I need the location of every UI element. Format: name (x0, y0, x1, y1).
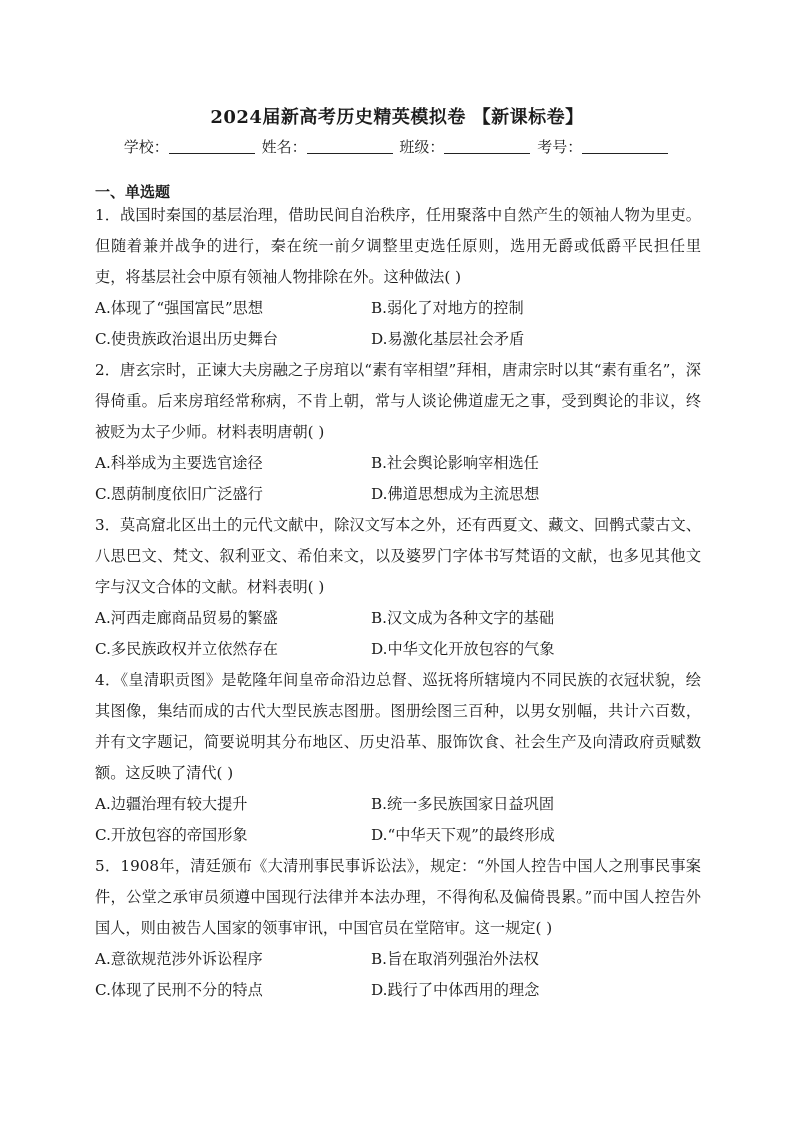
section-heading: 一、单选题 (95, 183, 171, 201)
option-b[interactable]: B.汉文成为各种文字的基础 (371, 609, 555, 627)
option-c[interactable]: C.多民族政权并立依然存在 (95, 640, 278, 658)
question-stem: 2．唐玄宗时，正谏大夫房融之子房琯以“素有宰相望”拜相，唐肃宗时以其“素有重名”，深得倚重。后来房琯经常称病，不肯上朝，常与人谈论佛道虚无之事，受到舆论的非议，终被贬为太子少师。材料表明唐朝( ) (95, 361, 701, 441)
question-2 (95, 355, 701, 510)
option-a[interactable]: A.意欲规范涉外诉讼程序 (95, 950, 263, 968)
question-stem: 3．莫高窟北区出土的元代文献中，除汉文写本之外，还有西夏文、藏文、回鹘式蒙古文、八思巴文、梵文、叙利亚文、希伯来文，以及婆罗门字体书写梵语的文献，也多见其他文字与汉文合体的文献。材料表明( ) (95, 516, 701, 596)
option-d[interactable]: D.易激化基层社会矛盾 (371, 330, 525, 348)
option-d[interactable]: D.“中华天下观”的最终形成 (371, 826, 555, 844)
exam-number-blank[interactable] (582, 139, 668, 154)
school-blank[interactable] (169, 139, 255, 154)
question-options (95, 789, 701, 851)
question-options (95, 448, 701, 510)
option-c[interactable]: C.使贵族政治退出历史舞台 (95, 330, 278, 348)
option-c[interactable]: C.体现了民刑不分的特点 (95, 981, 263, 999)
name-blank[interactable] (307, 139, 393, 154)
student-info-line (0, 136, 794, 157)
option-c[interactable]: C.开放包容的帝国形象 (95, 826, 248, 844)
class-label: 班级： (399, 138, 445, 156)
option-b[interactable]: B.弱化了对地方的控制 (371, 299, 524, 317)
question-stem: 1．战国时秦国的基层治理，借助民间自治秩序，任用聚落中自然产生的领袖人物为里吏。 但随着兼并战争的进行，秦在统一前夕调整里吏选任原则，选用无爵或低爵平民担任里吏，将基层社会中原有领袖人物排除在外。这种做法( ) (95, 206, 701, 286)
question-list (95, 200, 701, 1006)
exam-number-label: 考号： (537, 138, 583, 156)
question-options (95, 293, 701, 355)
exam-title: 2024届新高考历史精英模拟卷 【新课标卷】 (210, 107, 584, 128)
option-d[interactable]: D.中华文化开放包容的气象 (371, 640, 555, 658)
question-1 (95, 200, 701, 355)
question-options (95, 603, 701, 665)
option-a[interactable]: A.边疆治理有较大提升 (95, 795, 248, 813)
name-label: 姓名： (261, 138, 307, 156)
question-5 (95, 851, 701, 1006)
class-blank[interactable] (444, 139, 530, 154)
option-b[interactable]: B.旨在取消列强治外法权 (371, 950, 539, 968)
school-label: 学校： (123, 138, 169, 156)
option-b[interactable]: B.社会舆论影响宰相选任 (371, 454, 539, 472)
option-d[interactable]: D.践行了中体西用的理念 (371, 981, 540, 999)
option-a[interactable]: A.体现了“强国富民”思想 (95, 299, 264, 317)
option-c[interactable]: C.恩荫制度依旧广泛盛行 (95, 485, 263, 503)
question-3 (95, 510, 701, 665)
option-a[interactable]: A.科举成为主要选官途径 (95, 454, 263, 472)
question-stem: 5．1908年，清廷颁布《大清刑事民事诉讼法》，规定：“外国人控告中国人之刑事民事案件，公堂之承审员须遵中国现行法律并本法办理，不得徇私及偏倚畏累。”而中国人控告外国人，则由被告人国家的领事审讯，中国官员在堂陪审。这一规定( ) (95, 857, 701, 937)
question-options (95, 944, 701, 1006)
option-b[interactable]: B.统一多民族国家日益巩固 (371, 795, 555, 813)
option-d[interactable]: D.佛道思想成为主流思想 (371, 485, 540, 503)
question-4 (95, 665, 701, 851)
question-stem: 4．《皇清职贡图》是乾隆年间皇帝命沿边总督、巡抚将所辖境内不同民族的衣冠状貌，绘其图像，集结而成的古代大型民族志图册。图册绘图三百种，以男女别幅，共计六百数，并有文字题记，简要说明其分布地区、历史沿革、服饰饮食、社会生产及向清政府贡赋数额。这反映了清代( ) (95, 671, 701, 782)
option-a[interactable]: A.河西走廊商品贸易的繁盛 (95, 609, 278, 627)
